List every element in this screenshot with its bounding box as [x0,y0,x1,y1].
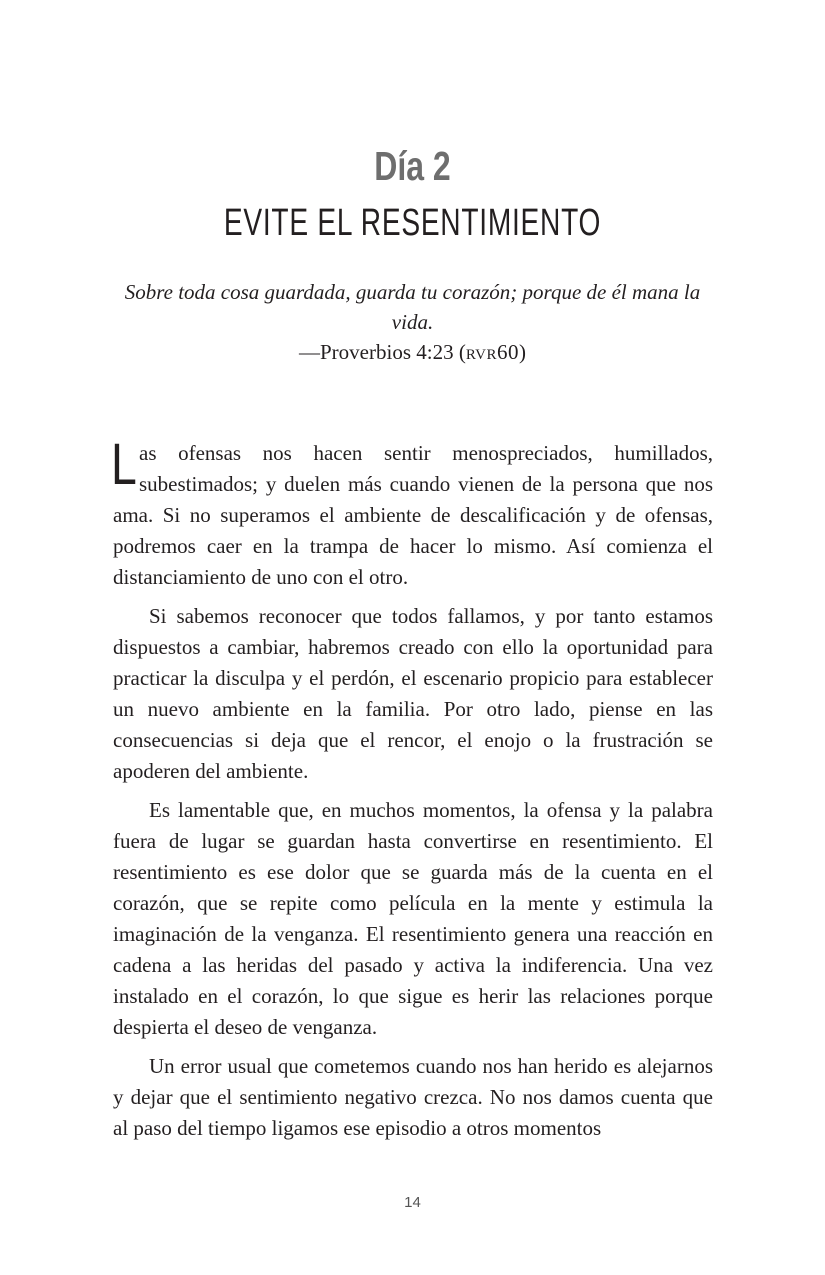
epigraph [120,277,705,367]
epigraph-source-suffix: ) [518,340,526,364]
body-text [111,432,713,1152]
drop-cap: L [111,432,137,497]
paragraph-1-text: as ofensas nos hacen sentir menospreciados, humillados, subestimados; y duelen más cuando vienen de la persona que nos ama. Si no superamos el ambiente de descalificación y de ofensas, podremos caer en la trampa de hacer lo mismo. Así comienza el distanciamiento de uno con el otro. [113,441,713,589]
chapter-title: EVITE EL RESENTIMIENTO [223,202,602,244]
epigraph-source-version: rvr60 [465,340,519,364]
epigraph-source [120,337,705,367]
page-number: 14 [404,1194,421,1211]
epigraph-quote: Sobre toda cosa guardada, guarda tu corazón; porque de él mana la vida. [124,280,701,334]
paragraph-3: Es lamentable que, en muchos momentos, la ofensa y la palabra fuera de lugar se guardan hasta convertirse en resentimiento. El resentimiento es ese dolor que se guarda más de la cuenta en el corazón, que se repite como película en la mente y estimula la imaginación de la venganza. El resentimiento genera una reacción en cadena a las heridas del pasado y activa la indiferencia. Una vez instalado en el corazón, lo que sigue es herir las relaciones porque despierta el deseo de venganza. [113,798,713,1039]
paragraph-4: Un error usual que cometemos cuando nos han herido es alejarnos y dejar que el sentimiento negativo crezca. No nos damos cuenta que al paso del tiempo ligamos ese episodio a otros momentos [113,1054,713,1140]
paragraph-1 [111,432,713,593]
day-label: Día 2 [374,143,451,189]
paragraph-2: Si sabemos reconocer que todos fallamos, y por tanto estamos dispuestos a cambiar, habremos creado con ello la oportunidad para practicar la disculpa y el perdón, el escenario propicio para establecer un nuevo ambiente en la familia. Por otro lado, piense en las consecuencias si deja que el rencor, el enojo o la frustración se apoderen del ambiente. [113,604,713,783]
epigraph-source-prefix: —Proverbios 4:23 ( [299,340,466,364]
